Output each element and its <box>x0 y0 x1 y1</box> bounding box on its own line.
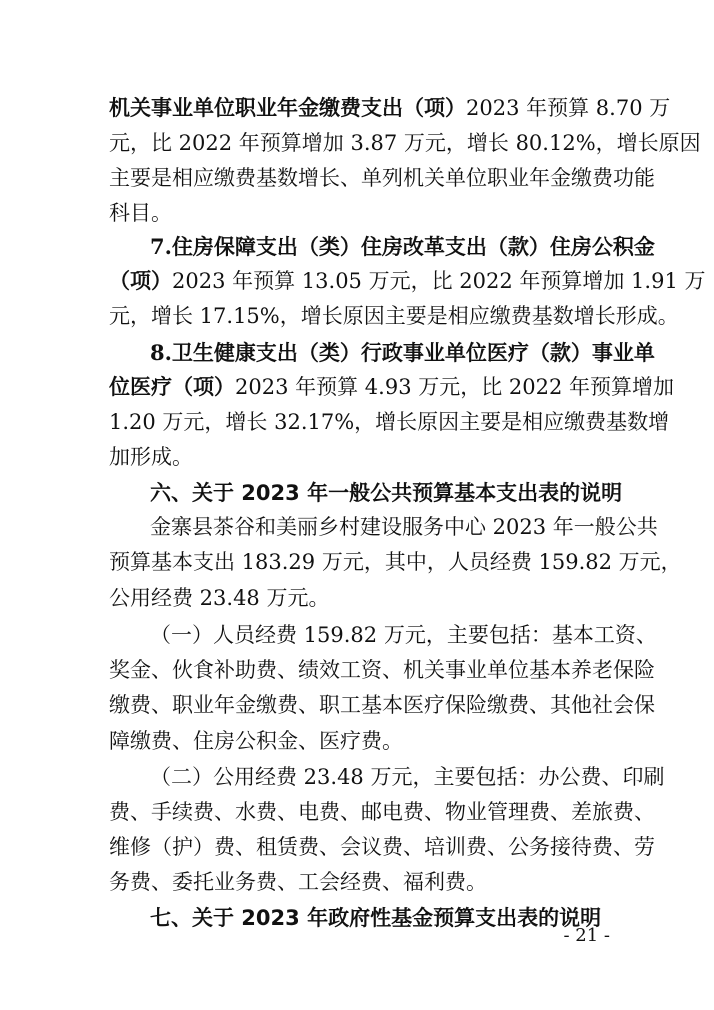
item-heading: 机关事业单位职业年金缴费支出（项） <box>109 95 466 120</box>
paragraph-line: （一）人员经费 159.82 万元，主要包括：基本工资、 <box>150 623 657 647</box>
paragraph-line: 元，比 2022 年预算增加 3.87 万元，增长 80.12%，增长原因 <box>109 131 701 155</box>
paragraph-line <box>109 93 714 123</box>
section-heading: 六、关于 2023 年一般公共预算基本支出表的说明 <box>150 481 623 505</box>
paragraph-line: 奖金、伙食补助费、绩效工资、机关事业单位基本养老保险 <box>109 658 655 682</box>
paragraph-line: 1.20 万元，增长 32.17%，增长原因主要是相应缴费基数增 <box>109 410 670 434</box>
paragraph-line: （二）公用经费 23.48 万元，主要包括：办公费、印刷 <box>150 765 665 789</box>
page-number: - 21 - <box>563 925 610 946</box>
paragraph-line: 费、手续费、水费、电费、邮电费、物业管理费、差旅费、 <box>109 800 655 824</box>
item-heading: 8.卫生健康支出（类）行政事业单位医疗（款）事业单 <box>150 340 655 365</box>
paragraph-line: 预算基本支出 183.29 万元，其中，人员经费 159.82 万元， <box>109 550 682 574</box>
paragraph-line: 维修（护）费、租赁费、会议费、培训费、公务接待费、劳 <box>109 835 655 859</box>
paragraph-line: 科目。 <box>109 201 172 225</box>
paragraph-line: 主要是相应缴费基数增长、单列机关单位职业年金缴费功能 <box>109 166 655 190</box>
paragraph-line: 公用经费 23.48 万元。 <box>109 586 330 610</box>
section-heading: 七、关于 2023 年政府性基金预算支出表的说明 <box>150 906 602 930</box>
paragraph-line: 障缴费、住房公积金、医疗费。 <box>109 729 403 753</box>
paragraph-line <box>109 372 714 402</box>
paragraph-line: 加形成。 <box>109 445 193 469</box>
paragraph-line: 金寨县茶谷和美丽乡村建设服务中心 2023 年一般公共 <box>150 515 658 539</box>
paragraph-text: 2023 年预算 13.05 万元，比 2022 年预算增加 1.91 万 <box>172 269 706 293</box>
item-heading: （项） <box>109 268 172 293</box>
paragraph-line: 元，增长 17.15%，增长原因主要是相应缴费基数增长形成。 <box>109 304 679 328</box>
paragraph-text: 2023 年预算 4.93 万元，比 2022 年预算增加 <box>235 375 675 399</box>
paragraph-text: 2023 年预算 8.70 万 <box>466 96 671 120</box>
paragraph-line: 缴费、职业年金缴费、职工基本医疗保险缴费、其他社会保 <box>109 693 655 717</box>
item-heading: 位医疗（项） <box>109 374 235 399</box>
item-heading: 7.住房保障支出（类）住房改革支出（款）住房公积金 <box>150 234 655 259</box>
paragraph-line <box>109 266 714 296</box>
paragraph-line: 务费、委托业务费、工会经费、福利费。 <box>109 870 487 894</box>
